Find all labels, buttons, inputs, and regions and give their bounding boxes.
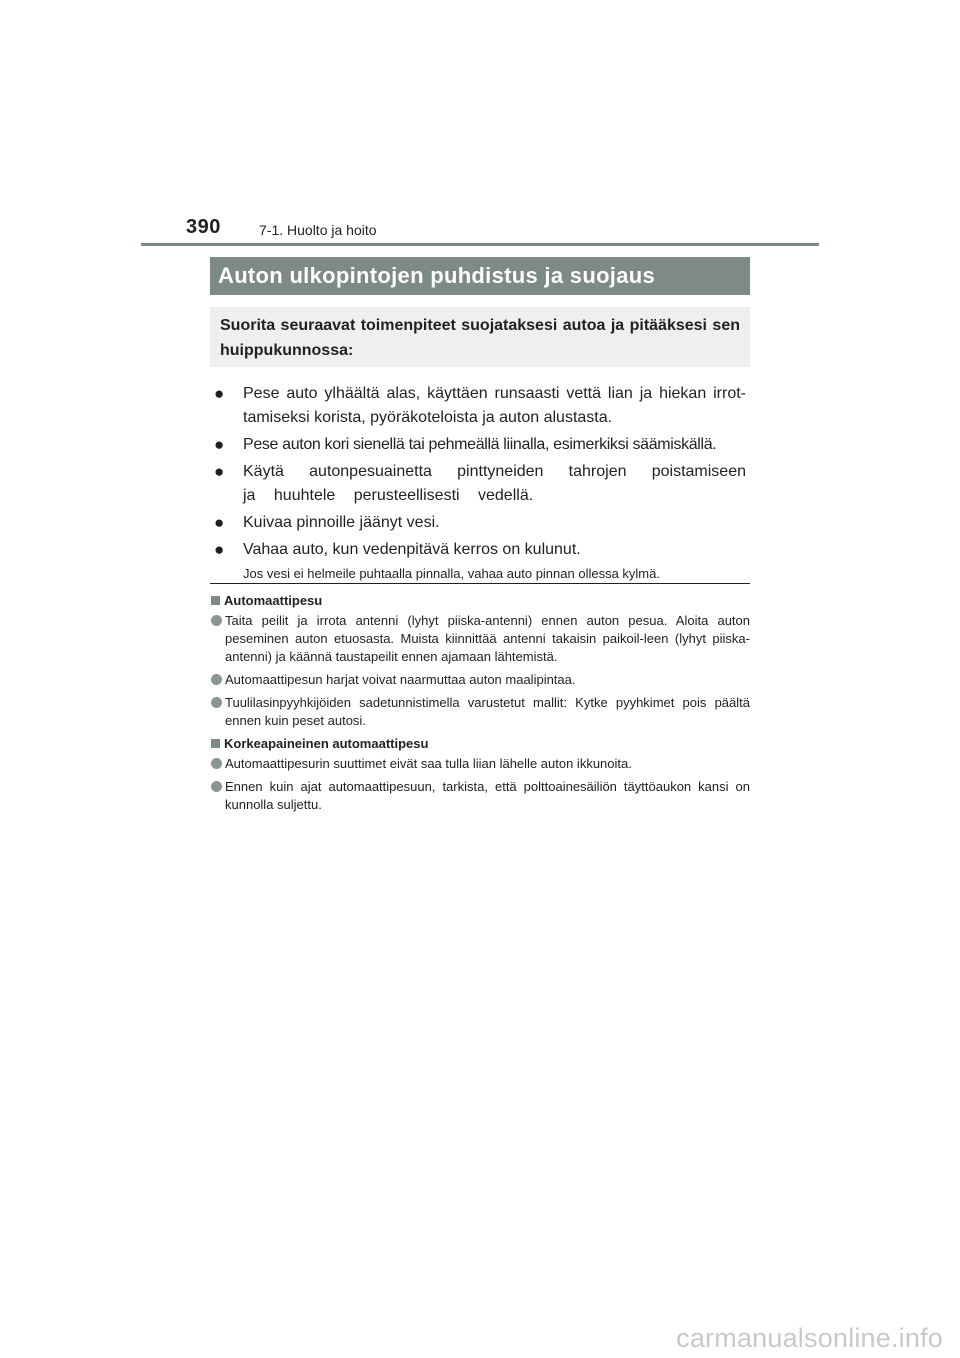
list-item bbox=[214, 433, 746, 457]
section-list bbox=[210, 612, 750, 730]
list-item bbox=[210, 778, 750, 814]
list-item-text: Pese auton kori sienellä tai pehmeällä liinalla, esimerkiksi säämiskällä. bbox=[243, 436, 717, 453]
bullet-icon: ● bbox=[214, 540, 225, 559]
list-item bbox=[214, 538, 746, 562]
list-item bbox=[214, 382, 746, 430]
list-item-text: Taita peilit ja irrota antenni (lyhyt piiska-antenni) ennen auton pesua. Aloita auton peseminen auton etuosasta. Muista kiinnittää antenni takaisin paikoil-leen (lyhyt piiska-antenni) ja käännä taustapeilit ennen ajamaan lähtemistä. bbox=[225, 613, 750, 664]
note-text: Jos vesi ei helmeile puhtaalla pinnalla, vahaa auto pinnan ollessa kylmä. bbox=[243, 566, 660, 581]
list-item-text: Automaattipesurin suuttimet eivät saa tulla liian lähelle auton ikkunoita. bbox=[225, 756, 632, 771]
square-bullet-icon bbox=[211, 596, 220, 605]
list-item bbox=[210, 612, 750, 666]
section-automatic-wash bbox=[210, 592, 750, 735]
bullet-icon: ● bbox=[214, 462, 225, 481]
circle-bullet-icon bbox=[211, 674, 222, 685]
list-item bbox=[210, 755, 750, 773]
list-item-text: Ennen kuin ajat automaattipesuun, tarkista, että polttoainesäiliön täyttöaukon kansi on kunnolla suljettu. bbox=[225, 779, 750, 812]
square-bullet-icon bbox=[211, 739, 220, 748]
circle-bullet-icon bbox=[211, 615, 222, 626]
main-list bbox=[214, 382, 746, 583]
list-item-text: Automaattipesun harjat voivat naarmuttaa auton maalipintaa. bbox=[225, 672, 576, 687]
section-heading-text: Korkeapaineinen automaattipesu bbox=[224, 736, 429, 751]
bullet-icon: ● bbox=[214, 513, 225, 532]
section-heading bbox=[210, 592, 750, 610]
title-bar bbox=[210, 257, 750, 295]
list-item bbox=[210, 671, 750, 689]
list-item-text: Käytä autonpesuainetta pinttyneiden tahrojen poistamiseen ja huuhtele perusteellisesti vedellä. bbox=[243, 463, 746, 504]
bullet-icon: ● bbox=[214, 435, 224, 454]
circle-bullet-icon bbox=[211, 697, 222, 708]
list-item bbox=[210, 694, 750, 730]
circle-bullet-icon bbox=[211, 781, 222, 792]
bullet-icon: ● bbox=[214, 384, 225, 403]
section-heading-text: Automaattipesu bbox=[224, 593, 323, 608]
list-item bbox=[214, 511, 746, 535]
list-item bbox=[214, 460, 746, 508]
page-number: 390 bbox=[186, 216, 221, 238]
list-item-text: Kuivaa pinnoille jäänyt vesi. bbox=[243, 514, 440, 531]
intro-box bbox=[210, 307, 750, 367]
section-list bbox=[210, 755, 750, 814]
section-divider bbox=[210, 583, 750, 584]
list-item-text: Pese auto ylhäältä alas, käyttäen runsaasti vettä lian ja hiekan irrot-tamiseksi korista, pyöräkoteloista ja auton alustasta. bbox=[243, 385, 746, 426]
list-item-text: Tuulilasinpyyhkijöiden sadetunnistimella varustetut mallit: Kytke pyyhkimet pois päältä ennen kuin peset autosi. bbox=[225, 695, 750, 728]
header-rule bbox=[141, 243, 819, 246]
intro-text: Suorita seuraavat toimenpiteet suojataksesi autoa ja pitääksesi sen huippukunnossa: bbox=[220, 317, 740, 359]
section-high-pressure-wash bbox=[210, 735, 750, 819]
circle-bullet-icon bbox=[211, 758, 222, 769]
section-heading bbox=[210, 735, 750, 753]
page-title: Auton ulkopintojen puhdistus ja suojaus bbox=[218, 263, 656, 288]
section-reference: 7-1. Huolto ja hoito bbox=[259, 222, 377, 238]
list-item-text: Vahaa auto, kun vedenpitävä kerros on kulunut. bbox=[243, 541, 581, 558]
watermark: carmanualsonline.info bbox=[676, 1323, 943, 1353]
